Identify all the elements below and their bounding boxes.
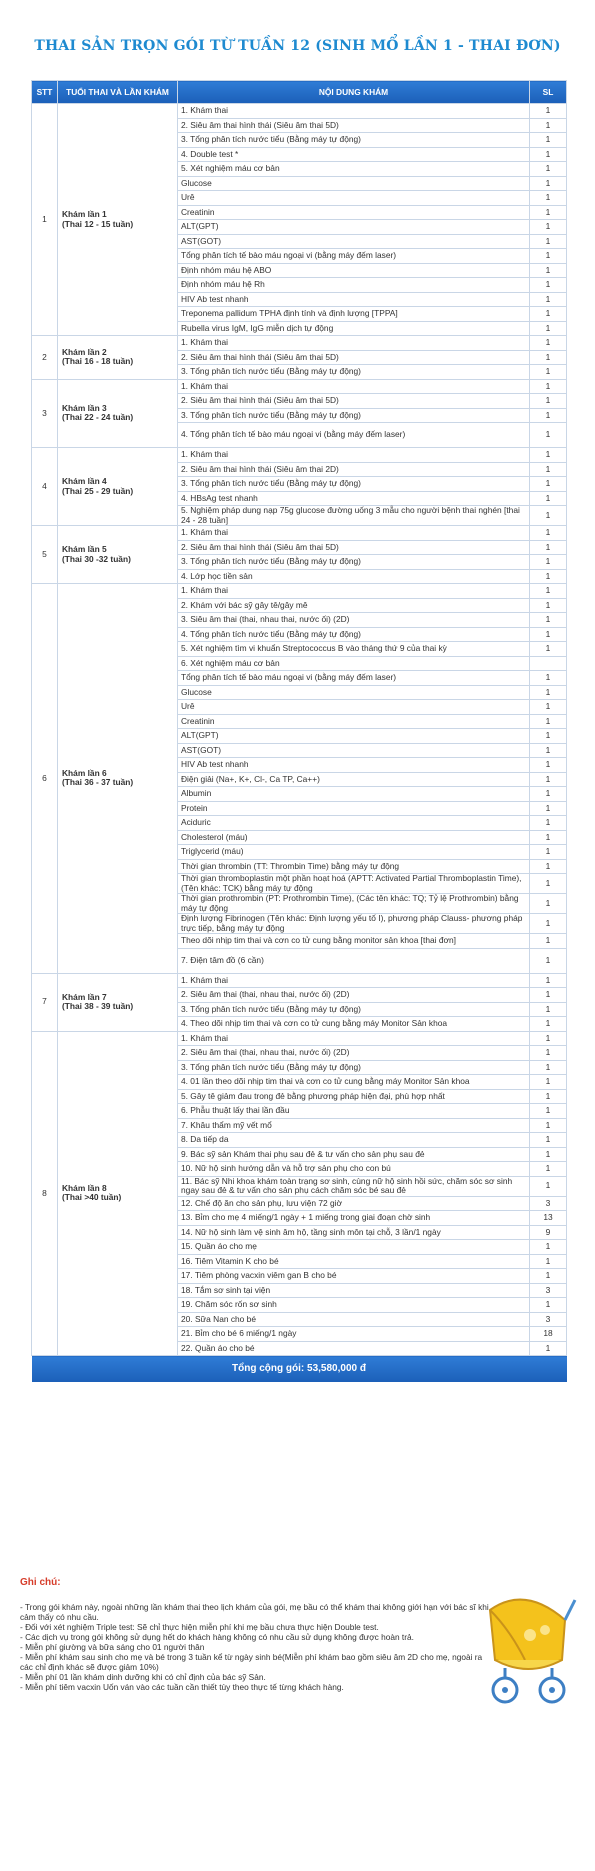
exam-item: 20. Sữa Nan cho bé	[178, 1312, 530, 1327]
exam-item: 18. Tắm sơ sinh tại viện	[178, 1283, 530, 1298]
exam-qty: 1	[530, 220, 567, 235]
exam-qty: 1	[530, 1147, 567, 1162]
exam-qty: 3	[530, 1196, 567, 1211]
visit-label: Khám lần 8 (Thai >40 tuần)	[58, 1031, 178, 1356]
table-row	[32, 448, 567, 463]
exam-item: 3. Tổng phân tích nước tiểu (Bằng máy tự động)	[178, 1002, 530, 1017]
header-content: NỘI DUNG KHÁM	[178, 81, 530, 104]
exam-qty: 1	[530, 787, 567, 802]
exam-item: Triglycerid (máu)	[178, 845, 530, 860]
exam-qty: 1	[530, 598, 567, 613]
exam-item: 1. Khám thai	[178, 973, 530, 988]
exam-qty: 1	[530, 1075, 567, 1090]
exam-qty: 1	[530, 569, 567, 584]
exam-item: 13. Bỉm cho mẹ 4 miếng/1 ngày + 1 miếng trong giai đoạn chờ sinh	[178, 1211, 530, 1226]
exam-qty: 1	[530, 627, 567, 642]
notes-title: Ghi chú:	[20, 1577, 61, 1588]
exam-item: 1. Khám thai	[178, 379, 530, 394]
exam-qty: 1	[530, 743, 567, 758]
visit-label: Khám lần 2 (Thai 16 - 18 tuần)	[58, 336, 178, 380]
exam-qty: 1	[530, 321, 567, 336]
exam-qty: 1	[530, 1133, 567, 1148]
exam-qty: 1	[530, 830, 567, 845]
exam-item: 5. Xét nghiệm máu cơ bản	[178, 162, 530, 177]
exam-item: Định nhóm máu hệ ABO	[178, 263, 530, 278]
table-header-row	[32, 81, 567, 104]
header-qty: SL	[530, 81, 567, 104]
exam-item: Thời gian prothrombin (PT: Prothrombin Time), (Các tên khác: TQ; Tỷ lệ Prothrombin) bằng máy tự động	[178, 894, 530, 914]
exam-qty: 1	[530, 671, 567, 686]
exam-qty: 1	[530, 613, 567, 628]
exam-qty: 1	[530, 462, 567, 477]
exam-qty: 1	[530, 1298, 567, 1313]
exam-qty: 1	[530, 1269, 567, 1284]
exam-item: 5. Gây tê giảm đau trong đẻ bằng phương pháp hiện đại, phù hợp nhất	[178, 1089, 530, 1104]
exam-qty: 1	[530, 491, 567, 506]
exam-item: 2. Siêu âm thai hình thái (Siêu âm thai 5D)	[178, 540, 530, 555]
note-item: - Các dịch vụ trong gói không sử dụng hết do khách hàng không có nhu cầu sử dụng không được hoàn trả.	[20, 1632, 414, 1642]
exam-item: 21. Bỉm cho bé 6 miếng/1 ngày	[178, 1327, 530, 1342]
exam-item: 2. Khám với bác sỹ gây tê/gây mê	[178, 598, 530, 613]
exam-qty: 13	[530, 1211, 567, 1226]
baby-stroller-icon	[470, 1590, 580, 1710]
exam-item: 1. Khám thai	[178, 1031, 530, 1046]
exam-item: 17. Tiêm phòng vacxin viêm gan B cho bé	[178, 1269, 530, 1284]
exam-item: 12. Chế độ ăn cho sản phụ, lưu viện 72 giờ	[178, 1196, 530, 1211]
exam-qty: 1	[530, 379, 567, 394]
exam-item: 6. Xét nghiệm máu cơ bản	[178, 656, 530, 671]
exam-item: Theo dõi nhịp tim thai và cơn co tử cung bằng monitor sản khoa [thai đơn]	[178, 934, 530, 949]
visit-label: Khám lần 6 (Thai 36 - 37 tuần)	[58, 584, 178, 974]
exam-item: Creatinin	[178, 205, 530, 220]
exam-item: 9. Bác sỹ sản Khám thai phụ sau đẻ & tư vấn cho sản phụ sau đẻ	[178, 1147, 530, 1162]
exam-item: Urê	[178, 700, 530, 715]
exam-item: 2. Siêu âm thai hình thái (Siêu âm thai 5D)	[178, 118, 530, 133]
table-row	[32, 584, 567, 599]
exam-item: 1. Khám thai	[178, 104, 530, 119]
exam-item: 2. Siêu âm thai hình thái (Siêu âm thai 5D)	[178, 350, 530, 365]
exam-item: Creatinin	[178, 714, 530, 729]
exam-qty: 1	[530, 1104, 567, 1119]
note-item: - Đối với xét nghiệm Triple test: Sẽ chỉ thực hiện miễn phí khi mẹ bầu chưa thực hiện Double test.	[20, 1622, 379, 1632]
visit-label: Khám lần 7 (Thai 38 - 39 tuần)	[58, 973, 178, 1031]
exam-item: Tổng phân tích tế bào máu ngoại vi (bằng máy đếm laser)	[178, 249, 530, 264]
exam-item: 3. Tổng phân tích nước tiểu (Bằng máy tự động)	[178, 365, 530, 380]
exam-qty: 1	[530, 540, 567, 555]
table-row	[32, 336, 567, 351]
exam-qty: 1	[530, 714, 567, 729]
exam-item: AST(GOT)	[178, 234, 530, 249]
exam-item: 5. Nghiệm pháp dung nạp 75g glucose đường uống 3 mẫu cho người bệnh thai nghén [thai 24 - 28 tuần]	[178, 506, 530, 526]
exam-item: 10. Nữ hộ sinh hướng dẫn và hỗ trợ sản phụ cho con bú	[178, 1162, 530, 1177]
exam-qty: 1	[530, 506, 567, 526]
exam-qty: 1	[530, 408, 567, 423]
table-row	[32, 1031, 567, 1046]
table-row	[32, 379, 567, 394]
visit-stt: 7	[32, 973, 58, 1031]
exam-item: Protein	[178, 801, 530, 816]
exam-item: 22. Quần áo cho bé	[178, 1341, 530, 1356]
exam-item: Rubella virus IgM, IgG miễn dịch tự động	[178, 321, 530, 336]
exam-qty: 1	[530, 191, 567, 206]
exam-qty: 9	[530, 1225, 567, 1240]
note-item: - Miễn phí tiêm vacxin Uốn ván vào các tuần cần thiết tùy theo thực tế từng khách hàng.	[20, 1682, 344, 1692]
exam-qty	[530, 656, 567, 671]
exam-item: 3. Siêu âm thai (thai, nhau thai, nước ối) (2D)	[178, 613, 530, 628]
header-visit: TUỔI THAI VÀ LẦN KHÁM	[58, 81, 178, 104]
exam-qty: 1	[530, 104, 567, 119]
visit-stt: 5	[32, 526, 58, 584]
exam-qty: 1	[530, 894, 567, 914]
exam-qty: 1	[530, 1060, 567, 1075]
exam-qty: 1	[530, 988, 567, 1003]
exam-qty: 1	[530, 176, 567, 191]
exam-qty: 1	[530, 1341, 567, 1356]
visit-stt: 2	[32, 336, 58, 380]
exam-item: 1. Khám thai	[178, 448, 530, 463]
exam-item: 4. HBsAg test nhanh	[178, 491, 530, 506]
exam-item: AST(GOT)	[178, 743, 530, 758]
exam-item: Glucose	[178, 685, 530, 700]
exam-qty: 1	[530, 700, 567, 715]
visit-stt: 4	[32, 448, 58, 526]
exam-qty: 1	[530, 234, 567, 249]
exam-qty: 1	[530, 934, 567, 949]
exam-item: HIV Ab test nhanh	[178, 292, 530, 307]
exam-qty: 1	[530, 1089, 567, 1104]
exam-qty: 18	[530, 1327, 567, 1342]
table-body	[32, 104, 567, 1356]
note-item: - Trong gói khám này, ngoài những lần khám thai theo lịch khám của gói, mẹ bầu có thể khám thai không giới hạn với bác sĩ khi cảm thấy có nhu cầu.	[20, 1602, 489, 1622]
visit-label: Khám lần 3 (Thai 22 - 24 tuần)	[58, 379, 178, 448]
exam-qty: 1	[530, 859, 567, 874]
exam-item: 14. Nữ hộ sinh làm vệ sinh âm hộ, tầng sinh môn tại chỗ, 3 lần/1 ngày	[178, 1225, 530, 1240]
exam-item: Aciduric	[178, 816, 530, 831]
notes-list	[20, 1602, 490, 1692]
exam-item: 4. Lớp học tiền sản	[178, 569, 530, 584]
exam-item: 2. Siêu âm thai (thai, nhau thai, nước ối) (2D)	[178, 988, 530, 1003]
note-item: - Miễn phí khám sau sinh cho mẹ và bé trong 3 tuần kể từ ngày sinh bé(Miễn phí khám bao gồm siêu âm 2D cho mẹ, ngoài ra các chỉ định khác sẽ được giảm 10%)	[20, 1652, 483, 1672]
exam-qty: 1	[530, 1031, 567, 1046]
visit-label: Khám lần 5 (Thai 30 -32 tuần)	[58, 526, 178, 584]
exam-item: 4. 01 lần theo dõi nhịp tim thai và cơn co tử cung bằng máy Monitor Sản khoa	[178, 1075, 530, 1090]
exam-item: Định nhóm máu hệ Rh	[178, 278, 530, 293]
exam-qty: 3	[530, 1283, 567, 1298]
exam-qty: 1	[530, 816, 567, 831]
exam-qty: 1	[530, 973, 567, 988]
exam-item: 11. Bác sỹ Nhi khoa khám toàn trạng sơ sinh, cùng nữ hộ sinh hồi sức, chăm sóc sơ sinh ngay sau đẻ & tư vấn cho sản phụ cách chăm sóc bé sau đẻ	[178, 1176, 530, 1196]
total-row	[32, 1356, 567, 1383]
exam-item: 15. Quần áo cho mẹ	[178, 1240, 530, 1255]
exam-item: 4. Tổng phân tích nước tiểu (Bằng máy tự động)	[178, 627, 530, 642]
exam-qty: 1	[530, 729, 567, 744]
exam-item: 3. Tổng phân tích nước tiểu (Bằng máy tự động)	[178, 1060, 530, 1075]
exam-item: 6. Phẫu thuật lấy thai lần đầu	[178, 1104, 530, 1119]
package-table	[31, 80, 567, 1382]
exam-item: 1. Khám thai	[178, 336, 530, 351]
table-row	[32, 104, 567, 119]
page-title: THAI SẢN TRỌN GÓI TỪ TUẦN 12 (SINH MỔ LẦN 1 - THAI ĐƠN)	[34, 38, 561, 54]
exam-item: 2. Siêu âm thai hình thái (Siêu âm thai 2D)	[178, 462, 530, 477]
exam-qty: 1	[530, 685, 567, 700]
exam-qty: 1	[530, 948, 567, 973]
exam-qty: 1	[530, 350, 567, 365]
notes-section	[20, 1577, 490, 1692]
exam-item: 16. Tiêm Vitamin K cho bé	[178, 1254, 530, 1269]
exam-qty: 1	[530, 365, 567, 380]
exam-item: Albumin	[178, 787, 530, 802]
exam-item: ALT(GPT)	[178, 220, 530, 235]
exam-qty: 1	[530, 423, 567, 448]
exam-qty: 1	[530, 1017, 567, 1032]
exam-item: 1. Khám thai	[178, 526, 530, 541]
exam-item: 3. Tổng phân tích nước tiểu (Bằng máy tự động)	[178, 133, 530, 148]
exam-item: Treponema pallidum TPHA định tính và định lượng [TPPA]	[178, 307, 530, 322]
exam-qty: 1	[530, 1162, 567, 1177]
exam-qty: 1	[530, 263, 567, 278]
exam-item: 3. Tổng phân tích nước tiểu (Bằng máy tự động)	[178, 555, 530, 570]
package-table-wrapper	[31, 80, 566, 1382]
exam-qty: 1	[530, 292, 567, 307]
exam-qty: 1	[530, 1240, 567, 1255]
visit-stt: 1	[32, 104, 58, 336]
exam-qty: 3	[530, 1312, 567, 1327]
exam-item: 4. Theo dõi nhịp tim thai và cơn co tử cung bằng máy Monitor Sản khoa	[178, 1017, 530, 1032]
exam-qty: 1	[530, 448, 567, 463]
exam-qty: 1	[530, 394, 567, 409]
exam-qty: 1	[530, 205, 567, 220]
exam-item: 8. Da tiếp da	[178, 1133, 530, 1148]
table-row	[32, 526, 567, 541]
exam-item: Điện giải (Na+, K+, Cl-, Ca TP, Ca++)	[178, 772, 530, 787]
visit-label: Khám lần 1 (Thai 12 - 15 tuần)	[58, 104, 178, 336]
exam-qty: 1	[530, 1254, 567, 1269]
exam-item: 1. Khám thai	[178, 584, 530, 599]
exam-qty: 1	[530, 801, 567, 816]
exam-qty: 1	[530, 874, 567, 894]
visit-stt: 3	[32, 379, 58, 448]
exam-qty: 1	[530, 584, 567, 599]
exam-item: Thời gian thrombin (TT: Thrombin Time) bằng máy tự động	[178, 859, 530, 874]
exam-item: Cholesterol (máu)	[178, 830, 530, 845]
exam-qty: 1	[530, 526, 567, 541]
exam-qty: 1	[530, 477, 567, 492]
header-stt: STT	[32, 81, 58, 104]
exam-item: ALT(GPT)	[178, 729, 530, 744]
exam-qty: 1	[530, 278, 567, 293]
exam-qty: 1	[530, 336, 567, 351]
exam-qty: 1	[530, 642, 567, 657]
exam-qty: 1	[530, 772, 567, 787]
total-price: Tổng cộng gói: 53,580,000 đ	[32, 1356, 567, 1383]
exam-item: Tổng phân tích tế bào máu ngoại vi (bằng máy đếm laser)	[178, 671, 530, 686]
exam-qty: 1	[530, 845, 567, 860]
exam-qty: 1	[530, 249, 567, 264]
note-item: - Miễn phí giường và bữa sáng cho 01 người thân	[20, 1642, 205, 1652]
exam-item: 3. Tổng phân tích nước tiểu (Bằng máy tự động)	[178, 477, 530, 492]
exam-item: 19. Chăm sóc rốn sơ sinh	[178, 1298, 530, 1313]
visit-stt: 8	[32, 1031, 58, 1356]
exam-qty: 1	[530, 133, 567, 148]
exam-qty: 1	[530, 162, 567, 177]
exam-qty: 1	[530, 914, 567, 934]
exam-item: HIV Ab test nhanh	[178, 758, 530, 773]
exam-item: 4. Tổng phân tích tế bào máu ngoại vi (bằng máy đếm laser)	[178, 423, 530, 448]
table-row	[32, 973, 567, 988]
visit-label: Khám lần 4 (Thai 25 - 29 tuần)	[58, 448, 178, 526]
exam-item: Urê	[178, 191, 530, 206]
exam-item: 4. Double test *	[178, 147, 530, 162]
exam-qty: 1	[530, 1046, 567, 1061]
exam-qty: 1	[530, 758, 567, 773]
exam-item: Định lượng Fibrinogen (Tên khác: Định lượng yếu tố I), phương pháp Clauss- phương pháp trực tiếp, bằng máy tự động	[178, 914, 530, 934]
exam-item: Thời gian thromboplastin một phần hoạt hoá (APTT: Activated Partial Thromboplastin Time), (Tên khác: TCK) bằng máy tự động	[178, 874, 530, 894]
exam-item: 7. Khâu thẩm mỹ vết mổ	[178, 1118, 530, 1133]
exam-item: 3. Tổng phân tích nước tiểu (Bằng máy tự động)	[178, 408, 530, 423]
exam-qty: 1	[530, 118, 567, 133]
exam-qty: 1	[530, 1118, 567, 1133]
exam-qty: 1	[530, 1002, 567, 1017]
note-item: - Miễn phí 01 lần khám dinh dưỡng khi có chỉ định của bác sỹ Sản.	[20, 1672, 266, 1682]
exam-qty: 1	[530, 1176, 567, 1196]
exam-qty: 1	[530, 147, 567, 162]
exam-qty: 1	[530, 555, 567, 570]
visit-stt: 6	[32, 584, 58, 974]
exam-qty: 1	[530, 307, 567, 322]
exam-item: 5. Xét nghiệm tìm vi khuẩn Streptococcus B vào tháng thứ 9 của thai kỳ	[178, 642, 530, 657]
exam-item: 2. Siêu âm thai hình thái (Siêu âm thai 5D)	[178, 394, 530, 409]
exam-item: Glucose	[178, 176, 530, 191]
exam-item: 7. Điện tâm đồ (6 cần)	[178, 948, 530, 973]
exam-item: 2. Siêu âm thai (thai, nhau thai, nước ối) (2D)	[178, 1046, 530, 1061]
